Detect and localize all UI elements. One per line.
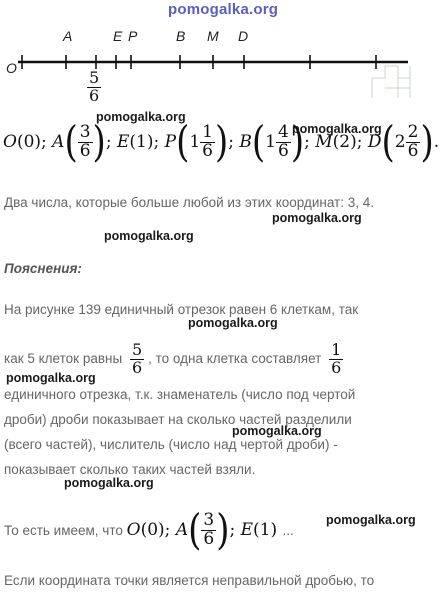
numberline-fraction-den: 6 [89,85,100,105]
coord-m-name: M [315,131,333,152]
coord-b-whole: 1 [265,131,276,152]
coord-a-num: 3 [79,122,91,142]
coord-d-name: D [367,131,382,152]
watermark: pomogalka.org [64,476,154,490]
explain-heading: Пояснения: [4,261,82,276]
point-label-a: A [63,28,73,44]
watermark: pomogalka.org [96,110,186,124]
coord-p-den: 6 [202,140,213,161]
para2-e-name: E [240,519,254,540]
separator: ; [304,131,310,152]
coord-d-den: 6 [407,140,419,161]
para1-line3: единичного отрезка, т.к. знаменатель (число под чертой [4,387,356,402]
coord-e-value: (1) [129,131,154,152]
coord-d-whole: 2 [394,131,406,152]
watermark: pomogalka.org [292,122,382,136]
para1-line4: дроби) дроби показывает на сколько частей разделили [4,412,352,427]
coord-a-den: 6 [79,140,91,161]
origin-label: O [6,60,17,76]
separator: ; [41,131,47,152]
coordinates-line: O(0); A( $\frac{3}{6}$ ); E(1); P(1 $\frac{1}{6}$ ); B(1 $\frac{4}{6}$ ); M(2); D(2 $\frac{2}{6}$ ). [3,117,440,168]
para2-text: То есть имеем, что [4,522,123,538]
para1-line2b: , то одна клетка составляет [148,350,322,366]
para2-o-name: O [126,519,141,540]
coord-e-name: E [116,131,130,152]
para2-a-den: 6 [203,528,215,549]
separator: ; [105,131,112,152]
point-label-p: P [128,28,138,44]
separator: ; [228,131,234,152]
para2-a-num: 3 [203,510,215,530]
coord-p-whole: 1 [189,131,201,152]
answer-line: Два числа, которые больше любой из этих координат: 3, 4. [4,195,374,210]
coord-a-name: A [52,131,65,152]
coord-o-value: (0) [16,131,42,152]
para2-tail: ... [282,522,294,538]
para2-a-name: A [175,519,189,540]
para1-line1: На рисунке 139 единичный отрезок равен 6 клеткам, так [4,302,359,317]
para1-frac-b-num: 1 [331,340,342,359]
point-label-m: M [207,28,219,44]
watermark: pomogalka.org [326,513,416,527]
para2-e-val: (1) [253,519,278,540]
point-label-d: D [238,28,249,44]
point-label-b: B [176,28,186,44]
para1-frac-b-den: 6 [331,357,342,377]
para2-o-val: (0) [140,519,165,540]
coord-b-den: 6 [277,140,289,161]
coord-m-value: (2) [332,131,357,152]
coord-p-name: P [164,131,177,152]
point-label-e: E [113,28,123,44]
numberline-fraction [87,70,101,105]
para1-frac-a-den: 6 [131,357,143,377]
number-line-figure [0,0,446,120]
site-header[interactable]: pomogalka.org [168,1,279,18]
coord-end: . [433,131,440,152]
para2-line: То есть имеем, что O(0); A( $\frac{3}{6}$ ); E(1) ... [4,505,294,556]
separator: ; [153,131,160,152]
coord-d-num: 2 [407,122,419,142]
coord-p-num: 1 [202,122,213,142]
para1-line5: (всего частей), числитель (число над чертой дроби) - [4,437,338,452]
numberline-fraction-num: 5 [89,68,100,87]
watermark: pomogalka.org [6,371,96,385]
separator: ; [164,519,171,540]
watermark: pomogalka.org [272,211,362,225]
para1-line6: показывает сколько таких частей взяли. [4,462,256,477]
watermark: pomogalka.org [188,316,278,330]
last-line: Если координата точки является неправильной дробью, то [4,573,375,588]
para1-line2a: как 5 клеток равны [4,350,123,366]
coord-b-num: 4 [277,122,289,142]
para1-frac-a-num: 5 [131,340,143,359]
separator: ; [229,519,236,540]
separator: ; [356,131,363,152]
coord-b-name: B [239,131,252,152]
watermark: pomogalka.org [232,424,322,438]
watermark: pomogalka.org [104,229,194,243]
grid-fragment-decor [372,66,410,98]
coord-o-name: O [3,131,17,152]
